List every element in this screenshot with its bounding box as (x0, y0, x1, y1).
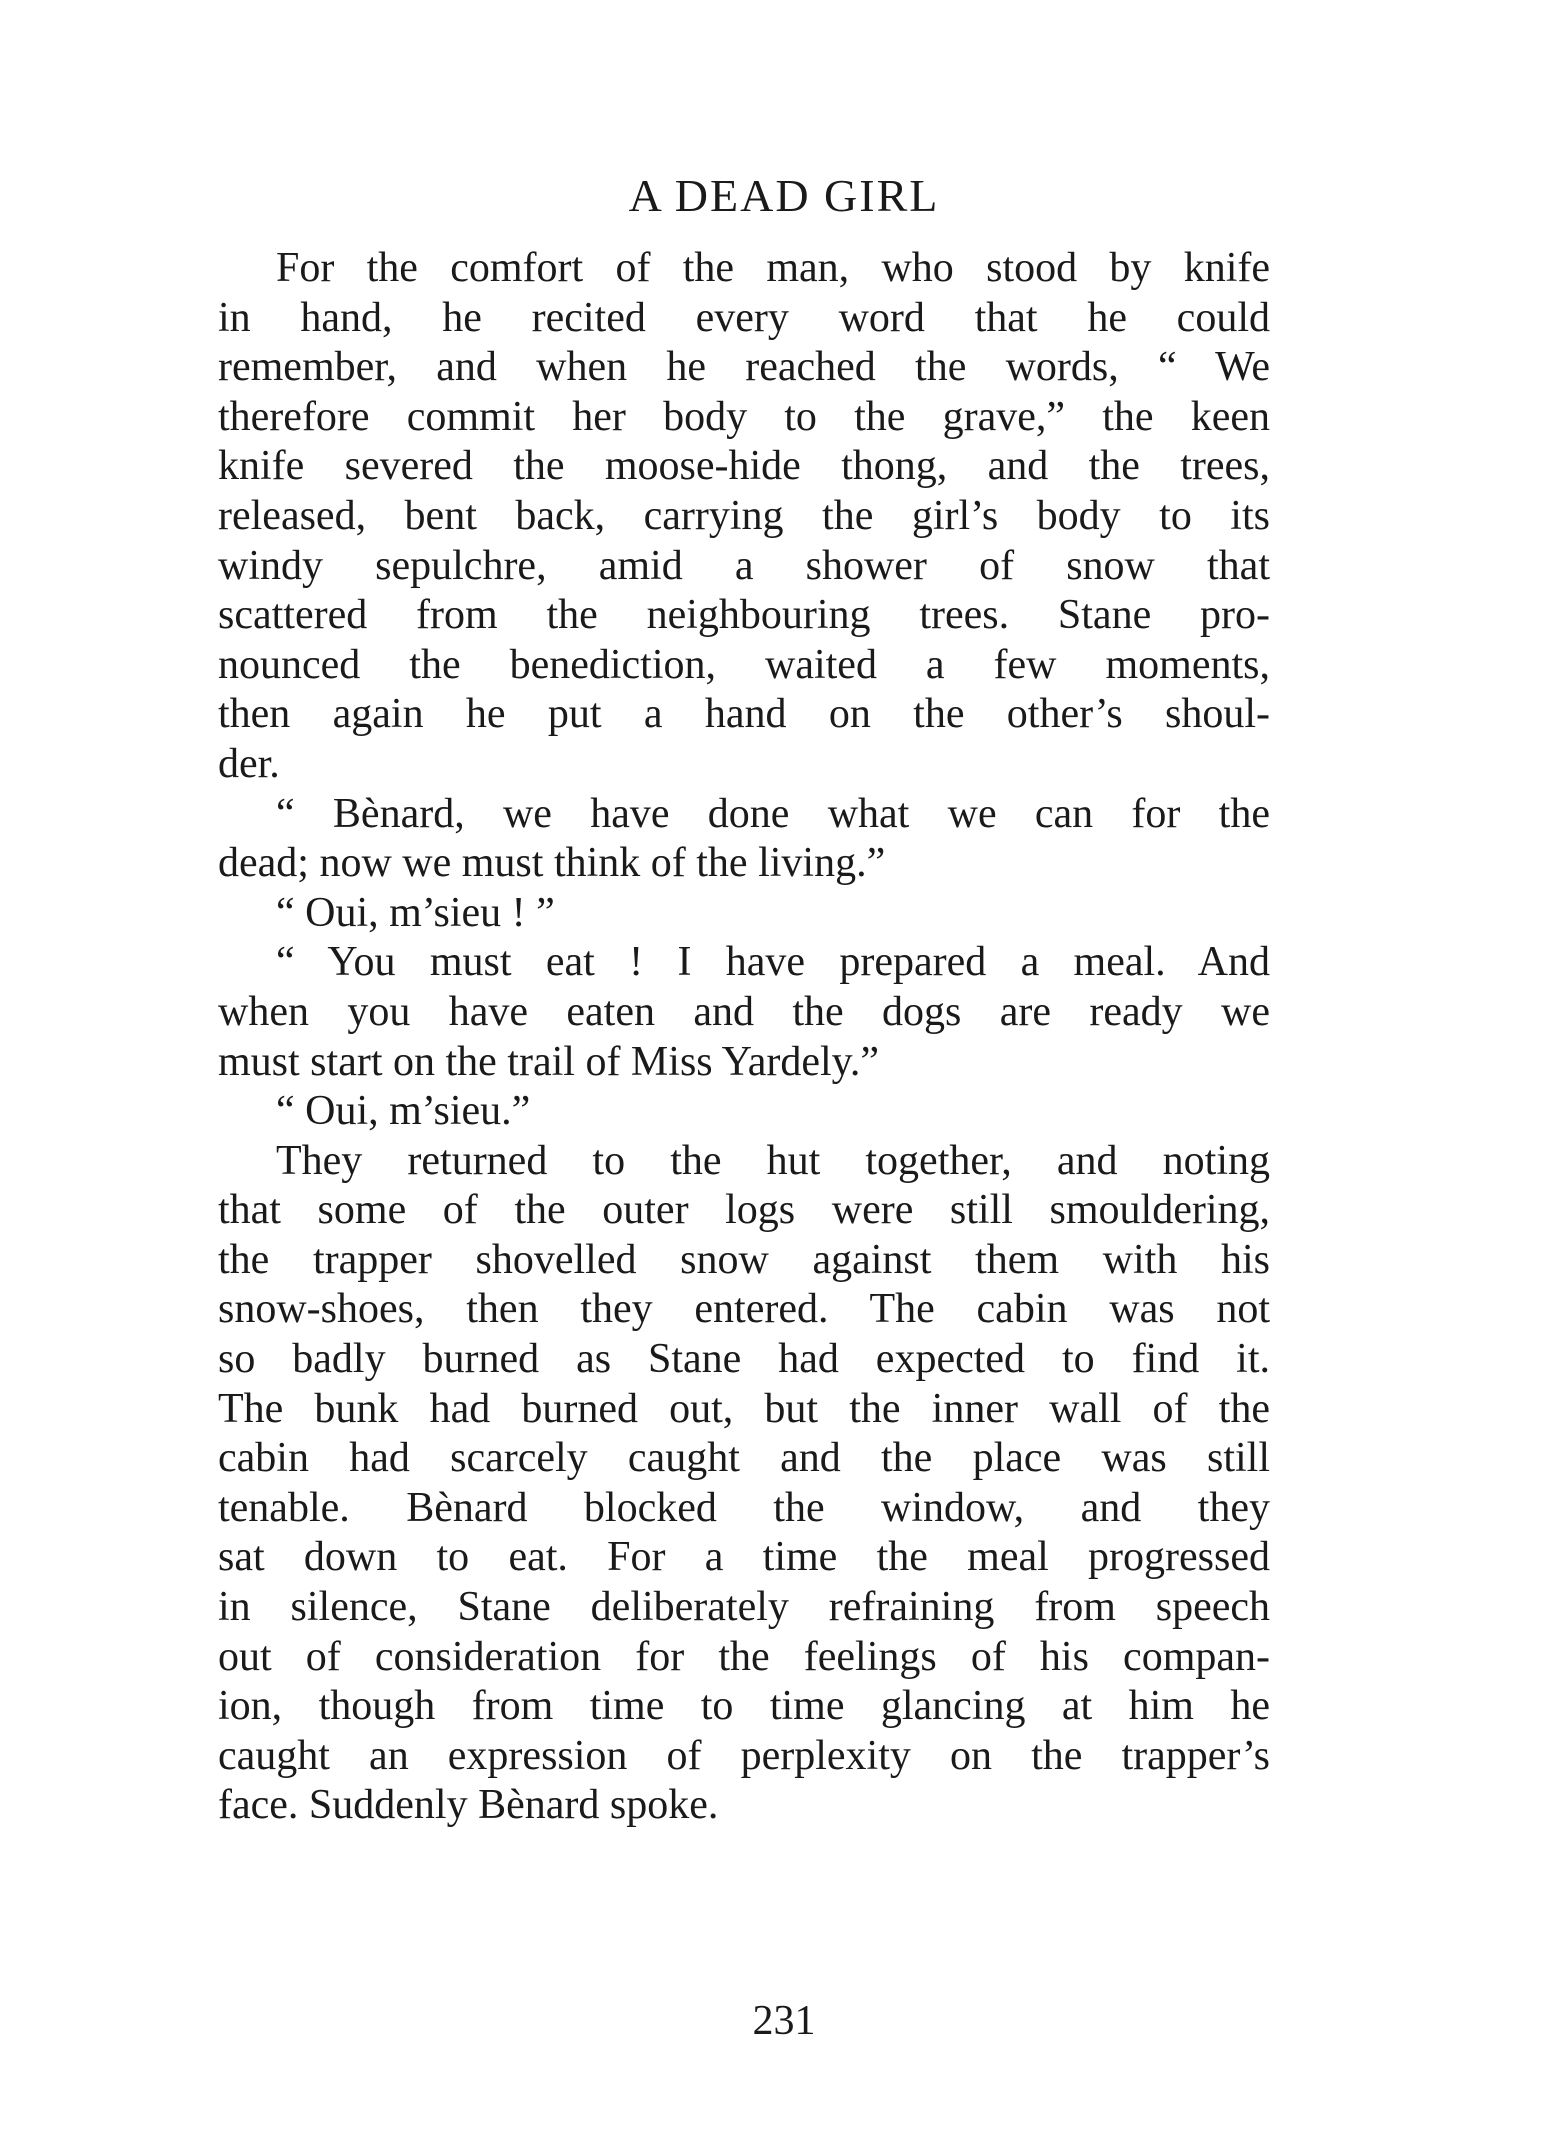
text-line: They returned to the hut together, and noting (276, 1137, 1270, 1184)
text-line: knife severed the moose-hide thong, and the trees, (218, 443, 1270, 490)
text-line: then again he put a hand on the other’s shoul- (218, 691, 1270, 738)
text-line: snow-shoes, then they entered. The cabin was not (218, 1286, 1270, 1333)
text-line: cabin had scarcely caught and the place was still (218, 1435, 1270, 1482)
text-line: in silence, Stane deliberately refraining from speech (218, 1584, 1270, 1631)
text-line: remember, and when he reached the words, “ We (218, 344, 1270, 391)
text-line: therefore commit her body to the grave,” the keen (218, 393, 1270, 440)
page-number: 231 (752, 1998, 816, 2044)
text-line: ion, though from time to time glancing at him he (218, 1683, 1270, 1730)
text-line: “ Oui, m’sieu.” (276, 1088, 531, 1135)
text-line: that some of the outer logs were still smouldering, (218, 1187, 1270, 1234)
text-line: so badly burned as Stane had expected to find it. (218, 1336, 1270, 1383)
text-line: For the comfort of the man, who stood by knife (276, 245, 1270, 291)
text-line: face. Suddenly Bènard spoke. (218, 1782, 719, 1829)
text-line: scattered from the neighbouring trees. Stane pro- (218, 592, 1270, 639)
text-line: The bunk had burned out, but the inner wall of the (218, 1385, 1270, 1432)
text-line: out of consideration for the feelings of his compan- (218, 1633, 1270, 1680)
text-line: “ You must eat ! I have prepared a meal. And (276, 939, 1270, 986)
text-line: dead; now we must think of the living.” (218, 840, 886, 887)
body-text (218, 244, 1270, 1831)
text-line: tenable. Bènard blocked the window, and they (218, 1484, 1270, 1531)
text-line: “ Oui, m’sieu ! ” (276, 889, 555, 936)
running-head: A DEAD GIRL (628, 170, 940, 221)
text-line: nounced the benediction, waited a few moments, (218, 641, 1270, 688)
text-line: windy sepulchre, amid a shower of snow that (218, 542, 1270, 589)
text-line: in hand, he recited every word that he could (218, 294, 1270, 341)
text-line: caught an expression of perplexity on the trapper’s (218, 1732, 1270, 1779)
text-line: must start on the trail of Miss Yardely.” (218, 1038, 880, 1085)
text-line: the trapper shovelled snow against them with his (218, 1236, 1270, 1283)
text-line: sat down to eat. For a time the meal progressed (218, 1534, 1270, 1581)
text-line: der. (218, 740, 280, 787)
text-line: released, bent back, carrying the girl’s body to its (218, 492, 1270, 539)
text-line: “ Bènard, we have done what we can for the (276, 790, 1270, 837)
text-line: when you have eaten and the dogs are ready we (218, 988, 1270, 1035)
